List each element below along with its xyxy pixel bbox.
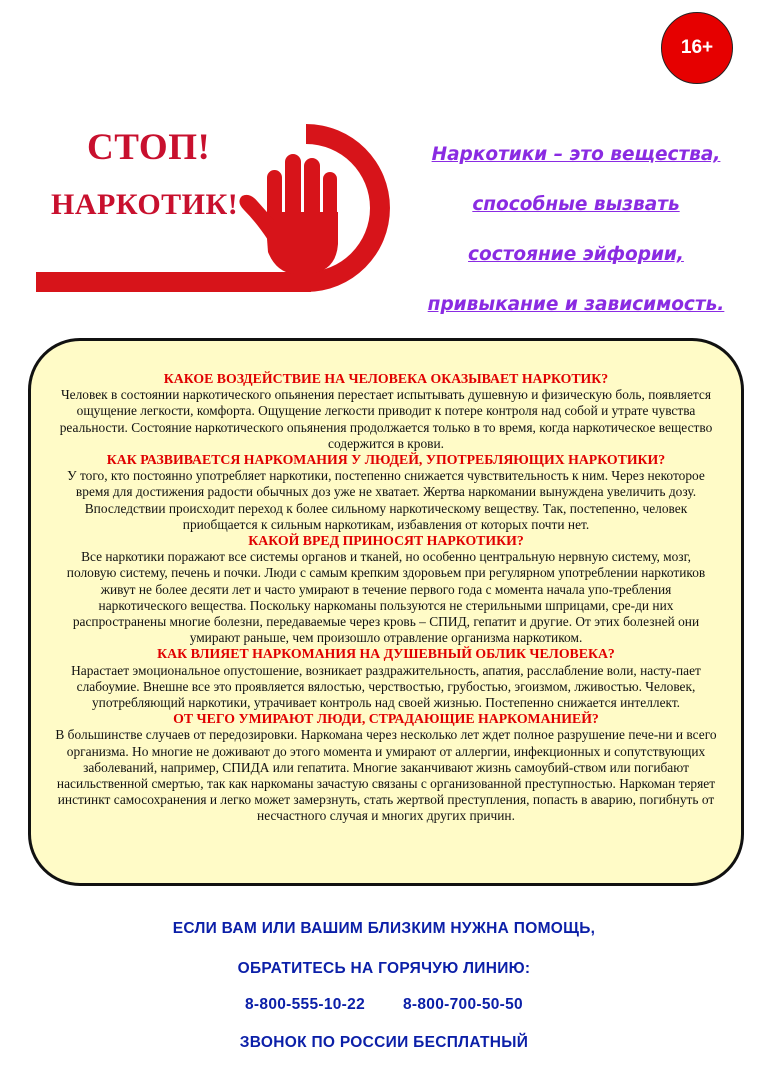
help-line-2: ОБРАТИТЕСЬ НА ГОРЯЧУЮ ЛИНИЮ:	[237, 960, 531, 977]
section-text: У того, кто постоянно употребляет наркотики, постепенно снижается чувствительность к ним. Через некоторое время для достижения радости обычных доз уже не хватает. Жертва наркомании вынуждена увеличить дозу. Впоследствии происходит переход к более сильному наркотическому веществу. Так, постепенно, человек приобщается к сильным наркотикам, избавления от которых почти нет.	[67, 468, 705, 532]
stop-drugs-logo	[36, 112, 396, 312]
section-text: Человек в состоянии наркотического опьянения перестает испытывать душевную и физическую боль, появляется ощущение легкости, комфорта. Ощущение легкости приводит к потере контроля над собой и утрате чувства реальности. Состояние наркотического опьянения продолжается только в то время, когда наркотическое вещество содержится в крови.	[59, 387, 713, 451]
definition-line: состояние эйфории,	[468, 244, 684, 265]
drug-definition	[404, 130, 748, 330]
section-heading: КАКОЙ ВРЕД ПРИНОСЯТ НАРКОТИКИ?	[248, 533, 524, 549]
section-heading: КАКОЕ ВОЗДЕЙСТВИЕ НА ЧЕЛОВЕКА ОКАЗЫВАЕТ НАРКОТИК?	[163, 371, 609, 386]
logo-drug-text: НАРКОТИК!	[51, 188, 239, 221]
definition-line: Наркотики – это вещества,	[431, 144, 721, 165]
info-panel	[28, 338, 744, 886]
section-heading: ОТ ЧЕГО УМИРАЮТ ЛЮДИ, СТРАДАЮЩИЕ НАРКОМАНИЕЙ?	[173, 711, 599, 727]
logo-stop-text: СТОП!	[87, 127, 211, 168]
age-rating-badge: 16+	[661, 12, 733, 84]
help-line-3: ЗВОНОК ПО РОССИИ БЕСПЛАТНЫЙ	[239, 1034, 529, 1051]
section-text: В большинстве случаев от передозировки. Наркомана через несколько лет ждет полное разрушение пече-ни и всего организма. Но многие не доживают до этого момента и умирают от аллергии, инфекционных и сопутствующих заболеваний, например, СПИДА или гепатита. Многие заканчивают жизнь самоубий-ством или погибают насильственной смертью, так как наркоманы зачастую связаны с организованной преступностью. Наркоман теряет инстинкт самосохранения и легко может замерзнуть, стать жертвой преступления, попасть в аварию, погибнуть от несчастного случая и многих других причин.	[55, 727, 717, 824]
section-heading: КАК ВЛИЯЕТ НАРКОМАНИЯ НА ДУШЕВНЫЙ ОБЛИК ЧЕЛОВЕКА?	[157, 646, 615, 662]
hotline-phone-2[interactable]: 8-800-700-50-50	[403, 996, 523, 1013]
help-line-1: ЕСЛИ ВАМ ИЛИ ВАШИМ БЛИЗКИМ НУЖНА ПОМОЩЬ,	[172, 920, 596, 937]
section-text: Нарастает эмоциональное опустошение, возникает раздражительность, апатия, расслабление воли, насту-пает слабоумие. Внешне все это проявляется вялостью, черствостью, грубостью, эгоизмом, лживостью. Человек, употребляющий наркотики, утрачивает контроль над своей жизнью. Постепенно снижается интеллект.	[71, 662, 701, 711]
section-text: Все наркотики поражают все системы органов и тканей, но особенно центральную нервную систему, мозг, половую систему, печень и почки. Люди с самым крепким здоровьем при регулярном употреблении наркотиков живут не более десяти лет и часто умирают в течение первого года с момента начала упо-требления наркотического вещества. Поскольку наркоманы пользуются не стерильными шприцами, сре-ди них распространены многие болезни, передаваемые через кровь – СПИД, гепатит и другие. От этих болезней они умирают раньше, чем произошло отравление организма наркотиком.	[66, 549, 706, 646]
hotline-phones	[0, 996, 768, 1014]
section-heading: КАК РАЗВИВАЕТСЯ НАРКОМАНИЯ У ЛЮДЕЙ, УПОТРЕБЛЯЮЩИХ НАРКОТИКИ?	[106, 452, 666, 468]
definition-line: привыкание и зависимость.	[427, 294, 725, 315]
hotline-phone-1[interactable]: 8-800-555-10-22	[245, 996, 365, 1013]
definition-line: способные вызвать	[472, 194, 680, 215]
